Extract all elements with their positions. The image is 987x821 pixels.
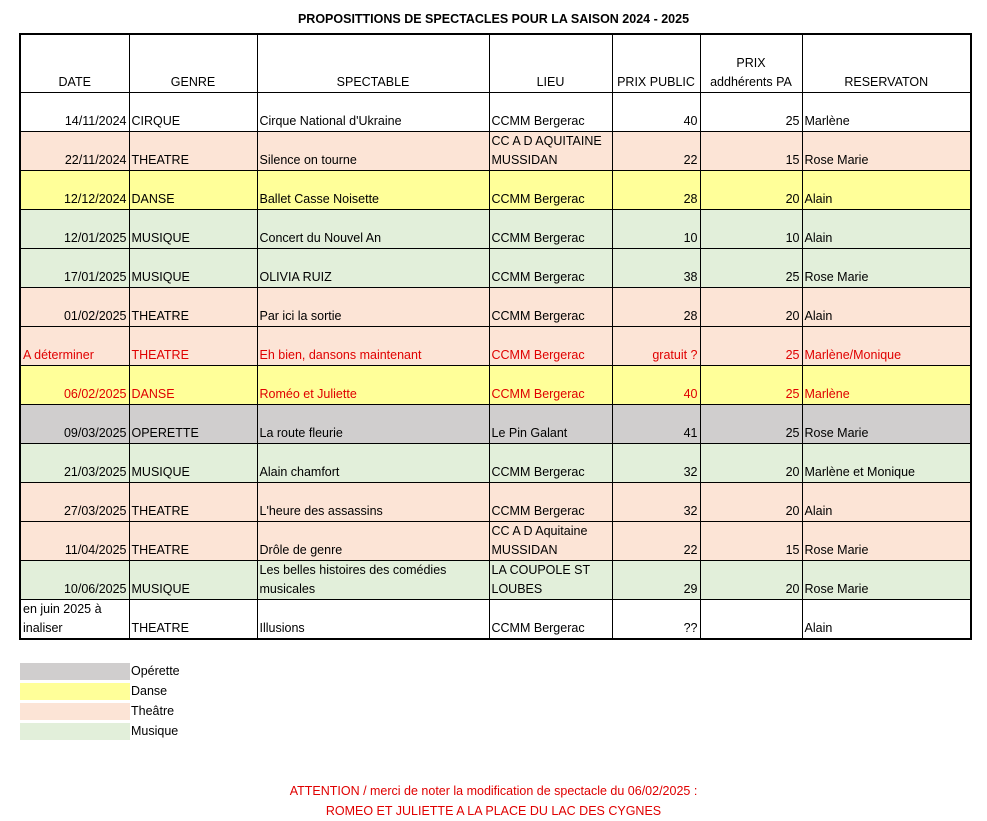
- cell-date[interactable]: 09/03/2025: [20, 405, 129, 444]
- cell-reservation[interactable]: Marlène: [802, 93, 971, 132]
- cell-reservation[interactable]: Alain: [802, 210, 971, 249]
- cell-prix-adherents[interactable]: 25: [700, 327, 802, 366]
- cell-prix-adherents[interactable]: 20: [700, 288, 802, 327]
- cell-date[interactable]: 22/11/2024: [20, 132, 129, 171]
- cell-prix-adherents[interactable]: 15: [700, 522, 802, 561]
- cell-lieu[interactable]: CCMM Bergerac: [489, 483, 612, 522]
- cell-prix-adherents[interactable]: 20: [700, 171, 802, 210]
- header-date[interactable]: DATE: [20, 34, 129, 93]
- cell-prix-public[interactable]: 28: [612, 171, 700, 210]
- cell-spectacle[interactable]: Ballet Casse Noisette: [257, 171, 489, 210]
- cell-prix-adherents[interactable]: [700, 600, 802, 640]
- legend-item: [20, 701, 180, 721]
- table-row: [20, 405, 971, 444]
- cell-prix-public[interactable]: 32: [612, 483, 700, 522]
- cell-reservation[interactable]: Marlène/Monique: [802, 327, 971, 366]
- cell-lieu[interactable]: CCMM Bergerac: [489, 600, 612, 640]
- cell-prix-public[interactable]: 40: [612, 366, 700, 405]
- cell-date[interactable]: 12/12/2024: [20, 171, 129, 210]
- cell-date[interactable]: 27/03/2025: [20, 483, 129, 522]
- cell-spectacle[interactable]: Illusions: [257, 600, 489, 640]
- cell-prix-adherents[interactable]: 20: [700, 561, 802, 600]
- cell-genre[interactable]: THEATRE: [129, 132, 257, 171]
- cell-genre[interactable]: MUSIQUE: [129, 444, 257, 483]
- cell-reservation[interactable]: Alain: [802, 483, 971, 522]
- legend-label: Musique: [131, 724, 179, 738]
- cell-date[interactable]: 06/02/2025: [20, 366, 129, 405]
- cell-lieu[interactable]: CCMM Bergerac: [489, 366, 612, 405]
- cell-genre[interactable]: CIRQUE: [129, 93, 257, 132]
- cell-spectacle[interactable]: Alain chamfort: [257, 444, 489, 483]
- legend-swatch: [20, 663, 130, 680]
- cell-prix-public[interactable]: ??: [612, 600, 700, 640]
- cell-prix-adherents[interactable]: 25: [700, 366, 802, 405]
- table-body: [20, 93, 971, 640]
- cell-genre[interactable]: THEATRE: [129, 600, 257, 640]
- cell-prix-adherents[interactable]: 15: [700, 132, 802, 171]
- cell-prix-adherents[interactable]: 10: [700, 210, 802, 249]
- cell-reservation[interactable]: Alain: [802, 288, 971, 327]
- cell-lieu[interactable]: CCMM Bergerac: [489, 171, 612, 210]
- cell-prix-public[interactable]: 22: [612, 522, 700, 561]
- cell-lieu[interactable]: CCMM Bergerac: [489, 93, 612, 132]
- cell-prix-adherents[interactable]: 20: [700, 483, 802, 522]
- cell-lieu[interactable]: CCMM Bergerac: [489, 210, 612, 249]
- header-reservation[interactable]: RESERVATON: [802, 34, 971, 93]
- legend-label: Danse: [131, 684, 168, 698]
- cell-lieu[interactable]: CCMM Bergerac: [489, 249, 612, 288]
- table-row: [20, 483, 971, 522]
- notice-line-2: ROMEO ET JULIETTE A LA PLACE DU LAC DES CYGNES: [325, 804, 662, 818]
- cell-prix-public[interactable]: 41: [612, 405, 700, 444]
- cell-date[interactable]: en juin 2025 à inaliser: [20, 600, 129, 640]
- cell-genre[interactable]: THEATRE: [129, 483, 257, 522]
- header-genre[interactable]: GENRE: [129, 34, 257, 93]
- table-row: [20, 561, 971, 600]
- cell-genre[interactable]: OPERETTE: [129, 405, 257, 444]
- cell-prix-public[interactable]: 32: [612, 444, 700, 483]
- table-row: [20, 249, 971, 288]
- cell-date[interactable]: 17/01/2025: [20, 249, 129, 288]
- legend-swatch: [20, 723, 130, 740]
- cell-spectacle[interactable]: Silence on tourne: [257, 132, 489, 171]
- cell-spectacle[interactable]: L'heure des assassins: [257, 483, 489, 522]
- cell-spectacle[interactable]: Concert du Nouvel An: [257, 210, 489, 249]
- cell-spectacle[interactable]: Cirque National d'Ukraine: [257, 93, 489, 132]
- cell-spectacle[interactable]: Drôle de genre: [257, 522, 489, 561]
- table-row: [20, 327, 971, 366]
- cell-prix-public[interactable]: 40: [612, 93, 700, 132]
- cell-prix-public[interactable]: gratuit ?: [612, 327, 700, 366]
- cell-lieu[interactable]: LA COUPOLE ST LOUBES: [489, 561, 612, 600]
- cell-genre[interactable]: MUSIQUE: [129, 561, 257, 600]
- cell-spectacle[interactable]: Eh bien, dansons maintenant: [257, 327, 489, 366]
- cell-reservation[interactable]: Marlène: [802, 366, 971, 405]
- cell-spectacle[interactable]: OLIVIA RUIZ: [257, 249, 489, 288]
- cell-lieu[interactable]: CCMM Bergerac: [489, 327, 612, 366]
- cell-prix-public[interactable]: 22: [612, 132, 700, 171]
- legend-item: [20, 661, 180, 681]
- cell-prix-adherents[interactable]: 25: [700, 405, 802, 444]
- color-legend: [20, 661, 180, 741]
- table-row: [20, 522, 971, 561]
- cell-lieu[interactable]: CCMM Bergerac: [489, 444, 612, 483]
- cell-genre[interactable]: MUSIQUE: [129, 249, 257, 288]
- sheet-title: PROPOSITTIONS DE SPECTACLES POUR LA SAISON 2024 - 2025: [297, 12, 690, 26]
- cell-date[interactable]: 21/03/2025: [20, 444, 129, 483]
- cell-prix-public[interactable]: 28: [612, 288, 700, 327]
- cell-spectacle[interactable]: Par ici la sortie: [257, 288, 489, 327]
- legend-item: [20, 681, 180, 701]
- cell-reservation[interactable]: Alain: [802, 600, 971, 640]
- table-row: [20, 210, 971, 249]
- cell-prix-public[interactable]: 29: [612, 561, 700, 600]
- spectacles-table: [19, 33, 972, 640]
- legend-label: Theâtre: [131, 704, 175, 718]
- legend-label: Opérette: [131, 664, 180, 678]
- cell-date[interactable]: 10/06/2025: [20, 561, 129, 600]
- cell-genre[interactable]: DANSE: [129, 171, 257, 210]
- table-row: [20, 132, 971, 171]
- table-row: [20, 444, 971, 483]
- cell-prix-public[interactable]: 38: [612, 249, 700, 288]
- cell-date[interactable]: 01/02/2025: [20, 288, 129, 327]
- legend-swatch: [20, 683, 130, 700]
- cell-date[interactable]: A déterminer: [20, 327, 129, 366]
- cell-reservation[interactable]: Marlène et Monique: [802, 444, 971, 483]
- table-row: [20, 366, 971, 405]
- cell-genre[interactable]: THEATRE: [129, 327, 257, 366]
- cell-reservation[interactable]: Rose Marie: [802, 405, 971, 444]
- cell-reservation[interactable]: Rose Marie: [802, 249, 971, 288]
- cell-spectacle[interactable]: Les belles histoires des comédies musicales: [257, 561, 489, 600]
- cell-reservation[interactable]: Alain: [802, 171, 971, 210]
- table-row: [20, 288, 971, 327]
- cell-genre[interactable]: THEATRE: [129, 288, 257, 327]
- cell-genre[interactable]: DANSE: [129, 366, 257, 405]
- cell-spectacle[interactable]: Roméo et Juliette: [257, 366, 489, 405]
- legend-swatch: [20, 703, 130, 720]
- cell-spectacle[interactable]: La route fleurie: [257, 405, 489, 444]
- cell-lieu[interactable]: CC A D Aquitaine MUSSIDAN: [489, 522, 612, 561]
- cell-date[interactable]: 14/11/2024: [20, 93, 129, 132]
- cell-lieu[interactable]: CC A D AQUITAINE MUSSIDAN: [489, 132, 612, 171]
- legend-item: [20, 721, 180, 741]
- cell-reservation[interactable]: Rose Marie: [802, 561, 971, 600]
- modification-notice: [0, 781, 987, 821]
- header-spectacle[interactable]: SPECTABLE: [257, 34, 489, 93]
- table-row: [20, 600, 971, 640]
- header-prix-adherents-line1: PRIX: [736, 56, 766, 70]
- cell-prix-adherents[interactable]: 20: [700, 444, 802, 483]
- header-prix-adherents-line2: addhérents PA: [710, 75, 792, 89]
- table-row: [20, 93, 971, 132]
- cell-lieu[interactable]: Le Pin Galant: [489, 405, 612, 444]
- header-row: [20, 34, 971, 93]
- table-row: [20, 171, 971, 210]
- header-prix-public[interactable]: PRIX PUBLIC: [612, 34, 700, 93]
- cell-lieu[interactable]: CCMM Bergerac: [489, 288, 612, 327]
- header-lieu[interactable]: LIEU: [489, 34, 612, 93]
- header-prix-adherents[interactable]: [700, 34, 802, 93]
- cell-prix-public[interactable]: 10: [612, 210, 700, 249]
- cell-date[interactable]: 12/01/2025: [20, 210, 129, 249]
- cell-genre[interactable]: MUSIQUE: [129, 210, 257, 249]
- cell-prix-adherents[interactable]: 25: [700, 93, 802, 132]
- notice-line-1: ATTENTION / merci de noter la modification de spectacle du 06/02/2025 :: [289, 784, 698, 798]
- cell-genre[interactable]: THEATRE: [129, 522, 257, 561]
- cell-date[interactable]: 11/04/2025: [20, 522, 129, 561]
- cell-reservation[interactable]: Rose Marie: [802, 132, 971, 171]
- cell-prix-adherents[interactable]: 25: [700, 249, 802, 288]
- cell-reservation[interactable]: Rose Marie: [802, 522, 971, 561]
